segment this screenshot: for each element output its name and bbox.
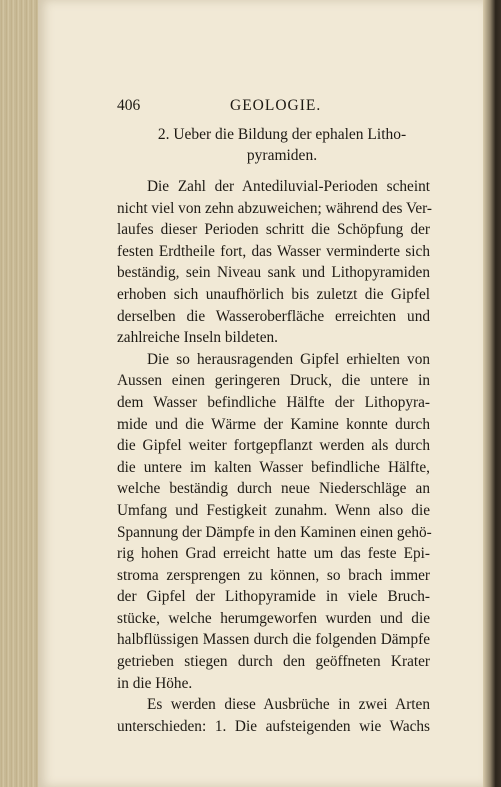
- text-line: Die Zahl der Antediluvial-Perioden scheint: [147, 178, 430, 195]
- text-line: stücke, welche herumgeworfen wurden und die: [117, 609, 430, 627]
- page-header: [78, 97, 420, 117]
- text-line: stroma zersprengen zu können, so brach immer: [117, 566, 430, 584]
- text-line: nicht viel von zehn abzuweichen; während des Ver-: [117, 199, 433, 217]
- text-line: rig hohen Grad erreicht hatte um das feste Epi-: [117, 545, 430, 563]
- text-line: unterschieden: 1. Die aufsteigenden wie Wachs: [117, 717, 430, 735]
- text-line: erhoben sich unaufhörlich bis zuletzt die Gipfel: [117, 285, 430, 303]
- section-title-line-2: pyramiden.: [246, 147, 318, 164]
- text-line: derselben die Wasseroberfläche erreichten und: [117, 307, 430, 325]
- page-number: 406: [117, 97, 141, 114]
- text-line: der Gipfel der Lithopyramide in viele Bruch-: [117, 588, 430, 606]
- text-line: beständig, sein Niveau sank und Lithopyramiden: [117, 264, 430, 282]
- text-line: die Gipfel weiter fortgepflanzt werden als durch: [117, 437, 430, 455]
- text-line: festen Erdtheile fort, das Wasser verminderte sich: [117, 242, 430, 260]
- body-text: [117, 176, 433, 737]
- text-line: getrieben stiegen durch den geöffneten Krater: [117, 653, 430, 671]
- paragraph: [117, 176, 433, 349]
- text-line: Die so herausragenden Gipfel erhielten von: [147, 350, 430, 368]
- text-line: laufes dieser Perioden schritt die Schöpfung der: [117, 221, 430, 239]
- section-title-line-1: 2. Ueber die Bildung der ephalen Litho-: [157, 126, 407, 143]
- text-line: dem Wasser befindliche Hälfte der Lithopyra-: [117, 393, 430, 411]
- paragraph: [117, 694, 430, 737]
- book-gutter-shadow: [483, 0, 501, 787]
- text-line: Es werden diese Ausbrüche in zwei Arten: [147, 696, 430, 714]
- paragraph: [117, 349, 430, 695]
- text-line: Umfang und Festigkeit zunahm. Wenn also die: [117, 501, 430, 519]
- text-line: Spannung der Dämpfe in den Kaminen einen gehö-: [117, 523, 432, 541]
- text-line: die untere im kalten Wasser befindliche Hälfte,: [117, 458, 430, 476]
- text-line: in die Höhe.: [117, 674, 193, 692]
- text-line: Aussen einen geringeren Druck, die untere in: [117, 372, 430, 390]
- book-page-edges: [0, 0, 40, 787]
- text-line: mide und die Wärme der Kamine konnte durch: [117, 415, 430, 433]
- running-head: GEOLOGIE.: [230, 97, 322, 114]
- text-line: halbflüssigen Massen durch die folgenden Dämpfe: [117, 631, 430, 649]
- text-line: welche beständig durch neue Niederschläge an: [117, 480, 430, 498]
- text-line: zahlreiche Inseln bildeten.: [117, 329, 278, 347]
- section-title: [117, 124, 447, 166]
